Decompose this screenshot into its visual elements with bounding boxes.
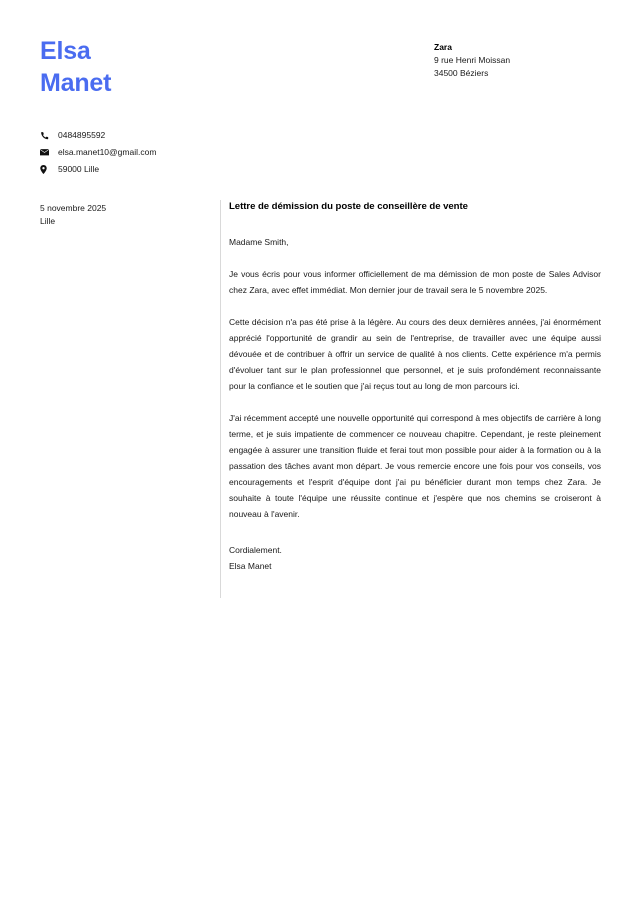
recipient-address xyxy=(434,41,624,80)
letter-title: Lettre de démission du poste de conseillère de vente xyxy=(229,201,468,212)
column-divider xyxy=(220,200,221,598)
contact-row-email xyxy=(40,145,240,159)
recipient-company: Zara xyxy=(434,42,452,52)
location-pin-icon xyxy=(40,164,54,175)
letter-paragraph: Cette décision n'a pas été prise à la légère. Au cours des deux dernières années, j'ai énormément apprécié l'opportunité de grandir au sein de l'entreprise, de travailler avec une équipe aussi dévouée et de contribuer à offrir un service de qualité à nos clients. Cette expérience m'a permis d'évoluer tant sur le plan professionnel que personnel, et je suis profondément reconnaissante pour la confiance et le soutien que j'ai reçus tout au long de mon parcours ici. xyxy=(229,317,601,391)
contact-row-phone xyxy=(40,128,240,142)
letter-header xyxy=(0,0,640,185)
envelope-icon xyxy=(40,147,54,158)
closing-salutation: Cordialement. xyxy=(229,545,282,555)
contact-row-location xyxy=(40,162,240,176)
contact-value-email: elsa.manet10@gmail.com xyxy=(58,146,157,157)
letter-body xyxy=(229,200,601,574)
letter-date: 5 novembre 2025 xyxy=(40,203,107,213)
letter-meta xyxy=(40,202,210,228)
letter-salutation: Madame Smith, xyxy=(229,237,289,247)
signature-name: Elsa Manet xyxy=(229,561,272,571)
sender-name xyxy=(40,36,240,99)
recipient-city: 34500 Béziers xyxy=(434,68,489,78)
contact-value-phone: 0484895592 xyxy=(58,129,106,140)
sender-contact-list xyxy=(40,128,240,179)
sender-first-name: Elsa xyxy=(40,37,91,65)
letter-paragraph: Je vous écris pour vous informer officiellement de ma démission de mon poste de Sales Advisor chez Zara, avec effet immédiat. Mon dernier jour de travail sera le 5 novembre 2025. xyxy=(229,269,601,295)
phone-icon xyxy=(40,130,54,141)
letter-place: Lille xyxy=(40,216,56,226)
recipient-street: 9 rue Henri Moissan xyxy=(434,55,511,65)
contact-value-location: 59000 Lille xyxy=(58,163,100,174)
letter-paragraph: J'ai récemment accepté une nouvelle opportunité qui correspond à mes objectifs de carrière à long terme, et je suis impatiente de commencer ce nouveau chapitre. Cependant, je reste pleinement engagée à assurer une transition fluide et ferai tout mon possible pour aider à la formation ou à la passation des tâches avant mon départ. Je vous remercie encore une fois pour vos conseils, vos encouragements et l'esprit d'équipe dont j'ai pu bénéficier durant mon temps chez Zara. Je souhaite à toute l'équipe une réussite continue et j'espère que nos chemins se croiseront à nouveau à l'avenir. xyxy=(229,413,601,519)
sender-last-name: Manet xyxy=(40,68,112,97)
letter-closing xyxy=(229,542,601,574)
